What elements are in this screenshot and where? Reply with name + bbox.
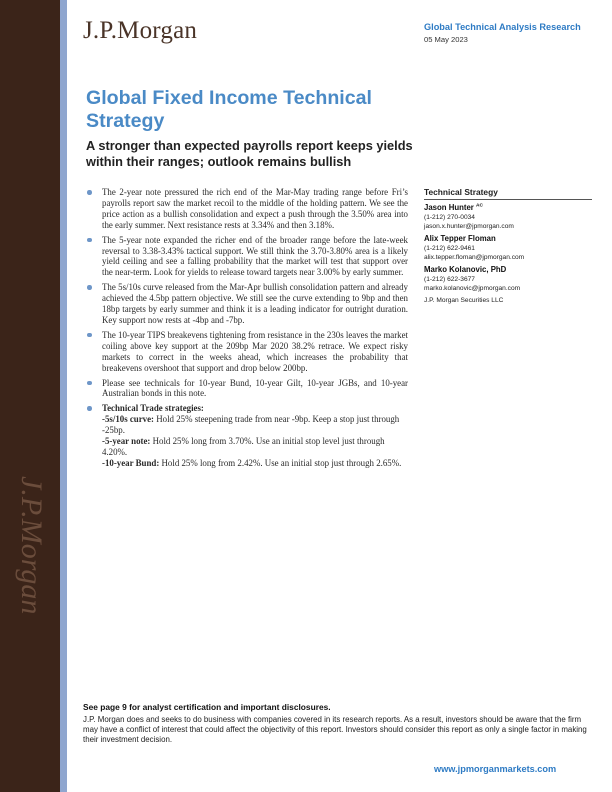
analyst-card (424, 203, 592, 231)
analyst-email-link[interactable]: marko.kolanovic@jpmorgan.com (424, 285, 521, 292)
brand-side-stripe (60, 0, 67, 792)
disclosure-text: J.P. Morgan does and seeks to do business with companies covered in its research reports. As a result, investors should be aware that the firm may have a conflict of interest that could affect the objectivity of this report. Investors should consider this report as only a single factor in making their investment decision. (83, 715, 587, 744)
trade-item (102, 436, 408, 458)
bullet-dot-icon (87, 406, 92, 411)
report-header (424, 22, 581, 44)
trade-text: Hold 25% long from 2.42%. Use an initial stop just through 2.65%. (159, 457, 402, 468)
analyst-cert-mark: AC (476, 203, 483, 209)
legal-entity: J.P. Morgan Securities LLC (424, 297, 504, 304)
bullet-dot-icon (87, 190, 92, 195)
analyst-card (424, 265, 592, 293)
bullet-dot-icon (87, 333, 92, 338)
report-subtitle: A stronger than expected payrolls report keeps yields within their ranges; outlook remains bullish (86, 138, 413, 169)
trade-label: -10-year Bund: (102, 457, 160, 468)
key-point-text: The 2-year note pressured the rich end of the Mar-May trading range before Fri’s payrolls report saw the market recoil to the middle of the holding pattern. We see the price action as a bullish consolidation and expect a push through the 3.50% area into the early summer. Next resistance rests at 3.34% and then 3.18%. (102, 187, 408, 230)
key-point-text: Please see technicals for 10-year Bund, 10-year Gilt, 10-year JGBs, and 10-year Australian bonds in this note. (102, 377, 408, 399)
key-point (86, 282, 408, 326)
key-point-text: The 10-year TIPS breakevens tightening from resistance in the 230s leaves the market coiling above key support at the 209bp Mar 2020 38.2% retrace. We expect risky markets to correct in the weeks ahead, which increases the probability that breakevens overshoot that support and drop below 200bp. (102, 329, 408, 373)
key-points-list (86, 187, 408, 473)
bullet-dot-icon (87, 381, 92, 386)
jpmorgan-script-watermark (6, 470, 54, 680)
trade-item (102, 414, 408, 436)
key-point-text: The 5s/10s curve released from the Mar-Apr bullish consolidation pattern and already achieved the 4.5bp pattern objective. We still see the curve extending to 9bp and then 18bp targets by early summer and think it is a leading indicator for outright duration. Key support now rests at -4bp and -7bp. (102, 282, 408, 325)
series-title: Global Technical Analysis Research (424, 22, 581, 32)
analyst-card (424, 234, 592, 262)
brand-side-band (0, 0, 60, 792)
disclosure-block (83, 702, 593, 745)
analyst-phone: (1-212) 270-0034 (424, 214, 475, 221)
analyst-name: Jason Hunter $^{AC}$ (424, 203, 483, 212)
bullet-dot-icon (87, 285, 92, 290)
analyst-name: Alix Tepper Floman (424, 234, 496, 243)
website-link[interactable]: www.jpmorganmarkets.com (434, 764, 557, 774)
trade-text: Hold 25% long from 3.70%. Use an initial stop level just through 4.20%. (102, 436, 385, 457)
analyst-phone: (1-212) 622-9461 (424, 245, 475, 252)
analyst-name: Marko Kolanovic, PhD (424, 265, 507, 274)
publication-date: 05 May 2023 (424, 35, 468, 44)
watermark-text: J.P.Morgan (15, 476, 48, 615)
key-point-text: The 5-year note expanded the richer end of the broader range before the late-week reversal to 3.38-3.43% tactical support. We still think the 3.70-3.80% area is a likely yield ceiling and see a falling probability that the market will test that support over the near-term. Look for yields to release toward targets near 3.00% by early summer. (102, 234, 408, 278)
key-point (86, 378, 408, 400)
sidebar-heading: Technical Strategy (424, 187, 592, 200)
trade-item (102, 458, 408, 469)
report-title: Global Fixed Income Technical Strategy (86, 87, 372, 132)
analyst-phone: (1-212) 622-3677 (424, 276, 475, 283)
jpmorgan-logo: J.P.Morgan (83, 17, 198, 44)
key-point (86, 330, 408, 374)
key-point (86, 187, 408, 231)
trade-text: Hold 25% steepening trade from near -9bp. Keep a stop just through -25bp. (102, 414, 400, 436)
key-point (86, 235, 408, 279)
analyst-sidebar (424, 187, 592, 305)
bullet-dot-icon (87, 238, 92, 243)
analyst-email-link[interactable]: jason.x.hunter@jpmorgan.com (424, 223, 514, 230)
trade-label: -5-year note: (102, 436, 151, 447)
disclosure-notice: See page 9 for analyst certification and important disclosures. (83, 702, 331, 712)
trade-label: -5s/10s curve: (102, 414, 155, 425)
trade-strategies (86, 403, 408, 468)
analyst-email-link[interactable]: alix.tepper.floman@jpmorgan.com (424, 254, 525, 261)
trade-strategies-heading: Technical Trade strategies: (102, 403, 204, 414)
